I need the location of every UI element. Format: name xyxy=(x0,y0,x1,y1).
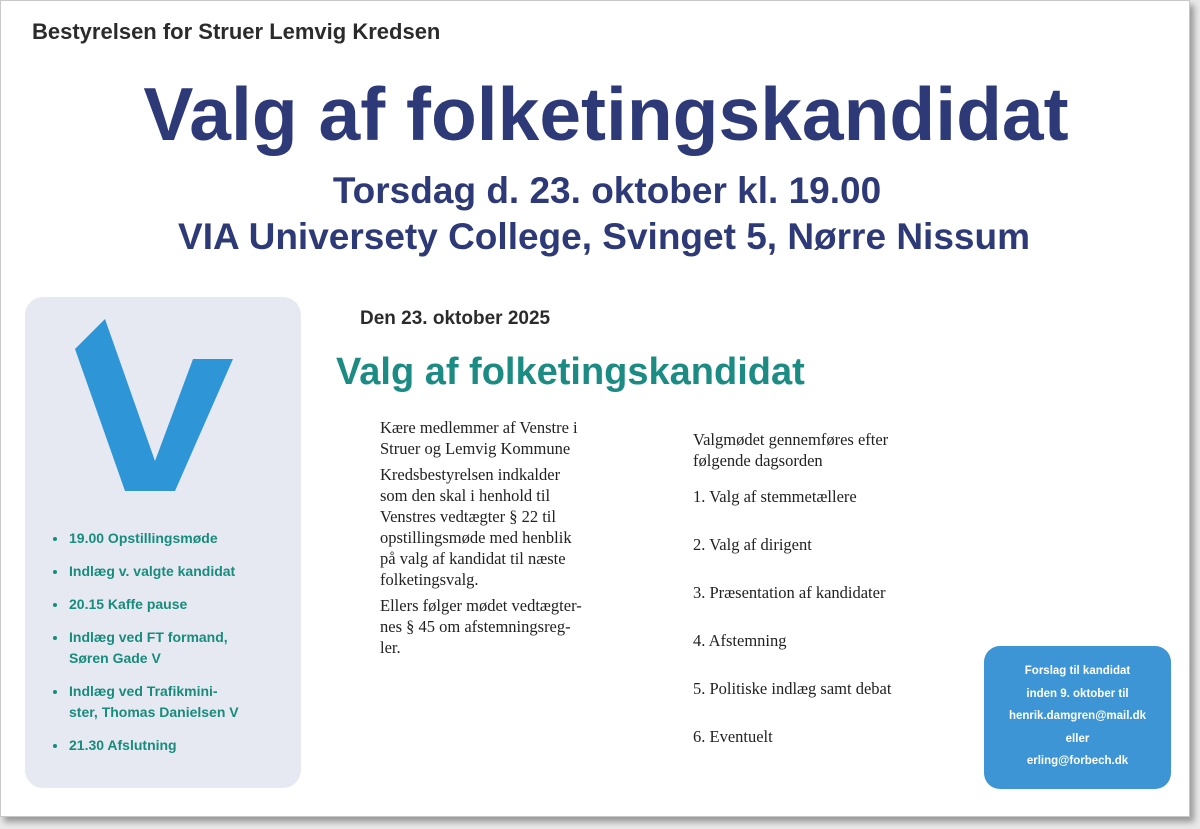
text-line: Ellers følger mødet vedtægter- xyxy=(380,596,582,615)
text-line: som den skal i henhold til xyxy=(380,486,551,505)
agenda-item: 3. Præsentation af kandidater xyxy=(693,583,886,602)
bullet-icon xyxy=(53,603,57,607)
program-item-text: Indlæg v. valgte kandidat xyxy=(69,563,236,579)
program-item xyxy=(51,594,239,615)
text-line: folketingsvalg. xyxy=(380,570,479,589)
organization-name: Bestyrelsen for Struer Lemvig Kredsen xyxy=(32,19,441,44)
meeting-agenda xyxy=(693,429,983,774)
program-item xyxy=(51,627,239,669)
bullet-icon xyxy=(53,537,57,541)
venstre-v-logo-icon xyxy=(75,319,235,494)
agenda-item: 1. Valg af stemmetællere xyxy=(693,487,857,506)
event-venue: VIA Universety College, Svinget 5, Nørre Nissum xyxy=(178,216,1030,257)
program-item-text: 21.30 Afslutning xyxy=(69,737,177,753)
program-item-text: Indlæg ved Trafikmini- xyxy=(69,683,218,699)
program-sidebar xyxy=(25,297,301,788)
letter-headline: Valg af folketingskandidat xyxy=(336,351,805,393)
note-line: inden 9. oktober til xyxy=(1026,687,1129,700)
text-line: Kredsbestyrelsen indkalder xyxy=(380,465,561,484)
program-item xyxy=(51,735,239,756)
text-line: på valg af kandidat til næste xyxy=(380,549,566,568)
submission-note xyxy=(984,646,1171,789)
program-item-text: Indlæg ved FT formand, xyxy=(69,629,228,645)
program-item-text: 20.15 Kaffe pause xyxy=(69,596,188,612)
text-line: ler. xyxy=(380,638,401,657)
program-item-text: Søren Gade V xyxy=(69,650,161,666)
bullet-icon xyxy=(53,570,57,574)
program-list xyxy=(51,528,239,768)
agenda-item: 2. Valg af dirigent xyxy=(693,535,812,554)
bullet-icon xyxy=(53,690,57,694)
letter-date: Den 23. oktober 2025 xyxy=(360,308,551,329)
agenda-intro xyxy=(693,429,983,471)
text-line: Valgmødet gennemføres efter xyxy=(693,430,889,449)
text-line: nes § 45 om afstemningsreg- xyxy=(380,617,571,636)
agenda-item: 6. Eventuelt xyxy=(693,727,773,746)
letter-paragraph xyxy=(380,417,650,459)
bullet-icon xyxy=(53,744,57,748)
email-link[interactable]: erling@forbech.dk xyxy=(1026,755,1129,767)
letter-paragraph xyxy=(380,464,650,590)
letter-body xyxy=(380,417,650,663)
email-link[interactable]: henrik.damgren@mail.dk xyxy=(1008,710,1147,722)
bullet-icon xyxy=(53,636,57,640)
text-line: Kære medlemmer af Venstre i xyxy=(380,418,578,437)
program-item xyxy=(51,561,239,582)
program-item xyxy=(51,528,239,549)
text-line: følgende dagsorden xyxy=(693,451,823,470)
agenda-item: 4. Afstemning xyxy=(693,631,787,650)
text-line: opstillingsmøde med henblik xyxy=(380,528,572,547)
program-item-text: 19.00 Opstillingsmøde xyxy=(69,530,218,546)
text-line: Venstres vedtægter § 22 til xyxy=(380,507,556,526)
note-line: eller xyxy=(1065,732,1090,745)
note-line: Forslag til kandidat xyxy=(1024,665,1131,677)
program-item-text: ster, Thomas Danielsen V xyxy=(69,704,239,720)
text-line: Struer og Lemvig Kommune xyxy=(380,439,571,458)
agenda-item: 5. Politiske indlæg samt debat xyxy=(693,679,892,698)
main-title: Valg af folketingskandidat xyxy=(143,72,1069,156)
program-item xyxy=(51,681,239,723)
event-date-time: Torsdag d. 23. oktober kl. 19.00 xyxy=(332,170,882,211)
letter-paragraph xyxy=(380,595,650,658)
